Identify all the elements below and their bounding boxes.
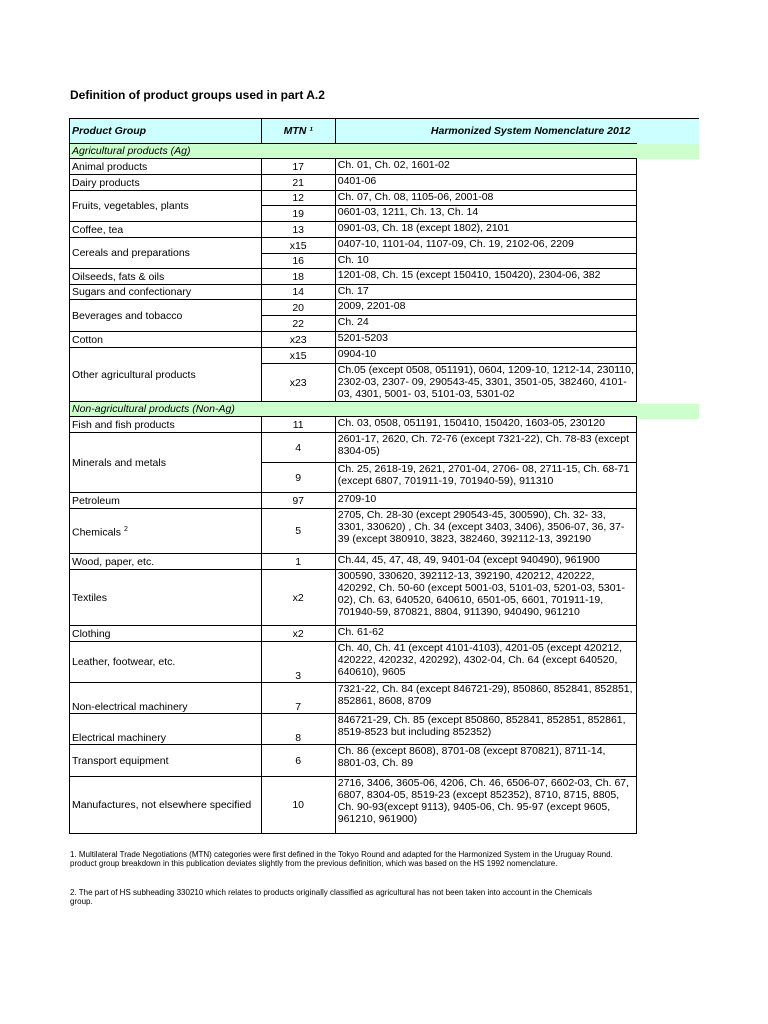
table-row <box>70 269 637 285</box>
table-row <box>70 509 637 554</box>
mtn-code: 6 <box>261 745 335 777</box>
table-row <box>70 433 637 463</box>
mtn-code: 11 <box>261 417 335 433</box>
mtn-code: 97 <box>261 493 335 509</box>
product-group-table <box>69 118 637 834</box>
group-name: Coffee, tea <box>70 222 262 238</box>
table-row <box>70 285 637 300</box>
group-name: Beverages and tobacco <box>70 300 262 332</box>
group-name: Manufactures, not elsewhere specified <box>70 777 262 834</box>
mtn-code: 9 <box>261 463 335 493</box>
mtn-code: x15 <box>261 348 335 364</box>
mtn-code: 13 <box>261 222 335 238</box>
hs-codes: Ch.44, 45, 47, 48, 49, 9401-04 (except 940490), 961900 <box>335 554 636 570</box>
hs-codes: Ch. 25, 2618-19, 2621, 2701-04, 2706- 08, 2711-15, Ch. 68-71 (except 6807, 701911-19, 701940-59), 911310 <box>335 463 636 493</box>
group-name: Non-electrical machinery <box>70 683 262 714</box>
group-name: Clothing <box>70 626 262 642</box>
section-label-nonag: Non-agricultural products (Non-Ag) <box>70 402 637 417</box>
footnote-1 <box>70 850 637 868</box>
hs-codes: 2705, Ch. 28-30 (except 290543-45, 300590), Ch. 32- 33, 3301, 330620) , Ch. 34 (except 3403, 3406), 3506-07, 36, 37-39 (except 380910, 3823, 382460, 392112-13, 392190 <box>335 509 636 554</box>
hs-codes: 0601-03, 1211, Ch. 13, Ch. 14 <box>335 206 636 222</box>
mtn-code: 8 <box>261 714 335 745</box>
table-row <box>70 175 637 191</box>
group-name: Petroleum <box>70 493 262 509</box>
header-fill <box>637 118 699 145</box>
mtn-code: 18 <box>261 269 335 285</box>
table-row <box>70 191 637 206</box>
group-name <box>70 509 262 554</box>
hs-codes: Ch. 86 (except 8608), 8701-08 (except 870821), 8711-14, 8801-03, Ch. 89 <box>335 745 636 777</box>
table-row <box>70 222 637 238</box>
mtn-code: 5 <box>261 509 335 554</box>
group-name: Dairy products <box>70 175 262 191</box>
footnote-marker: 2 <box>123 525 128 533</box>
table-row <box>70 642 637 683</box>
table-row <box>70 626 637 642</box>
section-row-ag <box>70 144 637 159</box>
header-hs: Harmonized System Nomenclature 2012 <box>335 119 636 144</box>
header-mtn: MTN ¹ <box>261 119 335 144</box>
table-row <box>70 300 637 316</box>
table-row <box>70 417 637 433</box>
group-name: Fruits, vegetables, plants <box>70 191 262 222</box>
table-row <box>70 554 637 570</box>
table-row <box>70 777 637 834</box>
group-name: Wood, paper, etc. <box>70 554 262 570</box>
hs-codes: 300590, 330620, 392112-13, 392190, 420212, 420222, 420292, Ch. 50-60 (except 5001-03, 5101-03, 5201-03, 5301-02), Ch. 63, 640520, 640610, 6501-05, 6601, 701911-19, 701940-59, 870821, 8804, 911390, 940490, 961210 <box>335 570 636 626</box>
header-product-group: Product Group <box>70 119 262 144</box>
mtn-code: x2 <box>261 626 335 642</box>
mtn-code: 12 <box>261 191 335 206</box>
footnote-2 <box>70 888 637 906</box>
footnote-1-line-2: product group breakdown in this publication deviates slightly from the previous definition, which was based on the HS 1992 nomenclature. <box>70 859 558 868</box>
table-row <box>70 745 637 777</box>
mtn-code: 19 <box>261 206 335 222</box>
hs-codes: Ch. 24 <box>335 316 636 332</box>
table-row <box>70 348 637 364</box>
group-name: Cotton <box>70 332 262 348</box>
table-row <box>70 570 637 626</box>
hs-codes: 7321-22, Ch. 84 (except 846721-29), 850860, 852841, 852851, 852861, 8608, 8709 <box>335 683 636 714</box>
group-name: Leather, footwear, etc. <box>70 642 262 683</box>
hs-codes: Ch. 01, Ch. 02, 1601-02 <box>335 159 636 175</box>
table-row <box>70 714 637 745</box>
mtn-code: 14 <box>261 285 335 300</box>
mtn-code: 4 <box>261 433 335 463</box>
group-name: Cereals and preparations <box>70 238 262 269</box>
hs-codes: Ch. 07, Ch. 08, 1105-06, 2001-08 <box>335 191 636 206</box>
group-name: Animal products <box>70 159 262 175</box>
table-row <box>70 238 637 254</box>
mtn-code: 10 <box>261 777 335 834</box>
mtn-code: x23 <box>261 364 335 402</box>
hs-codes: 2009, 2201-08 <box>335 300 636 316</box>
group-name: Other agricultural products <box>70 348 262 402</box>
hs-codes: 1201-08, Ch. 15 (except 150410, 150420), 2304-06, 382 <box>335 269 636 285</box>
hs-codes: 5201-5203 <box>335 332 636 348</box>
footnote-1-line-1: 1. Multilateral Trade Negotiations (MTN) categories were first defined in the Tokyo Round and adapted for the Harmonized System in the Uruguay Round. <box>70 850 613 859</box>
group-name: Sugars and confectionary <box>70 285 262 300</box>
table-row <box>70 493 637 509</box>
mtn-code: 3 <box>261 642 335 683</box>
table-row <box>70 332 637 348</box>
hs-codes: Ch. 03, 0508, 051191, 150410, 150420, 1603-05, 230120 <box>335 417 636 433</box>
footnote-2-line-2: group. <box>70 897 93 906</box>
hs-codes: 2601-17, 2620, Ch. 72-76 (except 7321-22), Ch. 78-83 (except 8304-05) <box>335 433 636 463</box>
hs-codes: 846721-29, Ch. 85 (except 850860, 852841, 852851, 852861, 8519-8523 but including 852352) <box>335 714 636 745</box>
page-title: Definition of product groups used in part A.2 <box>70 88 325 102</box>
table-row <box>70 683 637 714</box>
hs-codes: Ch. 61-62 <box>335 626 636 642</box>
hs-codes: Ch. 40, Ch. 41 (except 4101-4103), 4201-05 (except 420212, 420222, 420232, 420292), 4302-04, Ch. 64 (except 640520, 640610), 9605 <box>335 642 636 683</box>
mtn-code: x2 <box>261 570 335 626</box>
mtn-code: 21 <box>261 175 335 191</box>
group-name: Oilseeds, fats & oils <box>70 269 262 285</box>
section-fill-nonag <box>637 404 699 419</box>
mtn-code: 17 <box>261 159 335 175</box>
hs-codes: 2709-10 <box>335 493 636 509</box>
section-fill-ag <box>637 144 699 159</box>
hs-codes: 0407-10, 1101-04, 1107-09, Ch. 19, 2102-06, 2209 <box>335 238 636 254</box>
group-name: Minerals and metals <box>70 433 262 493</box>
mtn-code: x15 <box>261 238 335 254</box>
group-name: Fish and fish products <box>70 417 262 433</box>
mtn-code: 7 <box>261 683 335 714</box>
mtn-code: 16 <box>261 254 335 269</box>
section-label-ag: Agricultural products (Ag) <box>70 144 637 159</box>
hs-codes: 0904-10 <box>335 348 636 364</box>
group-name: Transport equipment <box>70 745 262 777</box>
group-name: Electrical machinery <box>70 714 262 745</box>
hs-codes: 0401-06 <box>335 175 636 191</box>
group-name-label: Chemicals <box>72 526 122 539</box>
mtn-code: x23 <box>261 332 335 348</box>
hs-codes: Ch.05 (except 0508, 051191), 0604, 1209-10, 1212-14, 230110, 2302-03, 2307- 09, 290543-45, 3301, 3501-05, 382460, 4101-03, 4301, 5001- 03, 5101-03, 5301-02 <box>335 364 636 402</box>
section-row-nonag <box>70 402 637 417</box>
table-header-row <box>70 119 637 144</box>
hs-codes: 2716, 3406, 3605-06, 4206, Ch. 46, 6506-07, 6602-03, Ch. 67, 6807, 8304-05, 8519-23 (except 852352), 8710, 8715, 8805, Ch. 90-93(except 9113), 9405-06, Ch. 95-97 (except 9605, 961210, 961900) <box>335 777 636 834</box>
mtn-code: 22 <box>261 316 335 332</box>
table-row <box>70 159 637 175</box>
hs-codes: Ch. 10 <box>335 254 636 269</box>
mtn-code: 20 <box>261 300 335 316</box>
group-name: Textiles <box>70 570 262 626</box>
hs-codes: 0901-03, Ch. 18 (except 1802), 2101 <box>335 222 636 238</box>
mtn-code: 1 <box>261 554 335 570</box>
footnote-2-line-1: 2. The part of HS subheading 330210 which relates to products originally classified as agricultural has not been taken into account in the Chemicals <box>70 888 592 897</box>
hs-codes: Ch. 17 <box>335 285 636 300</box>
